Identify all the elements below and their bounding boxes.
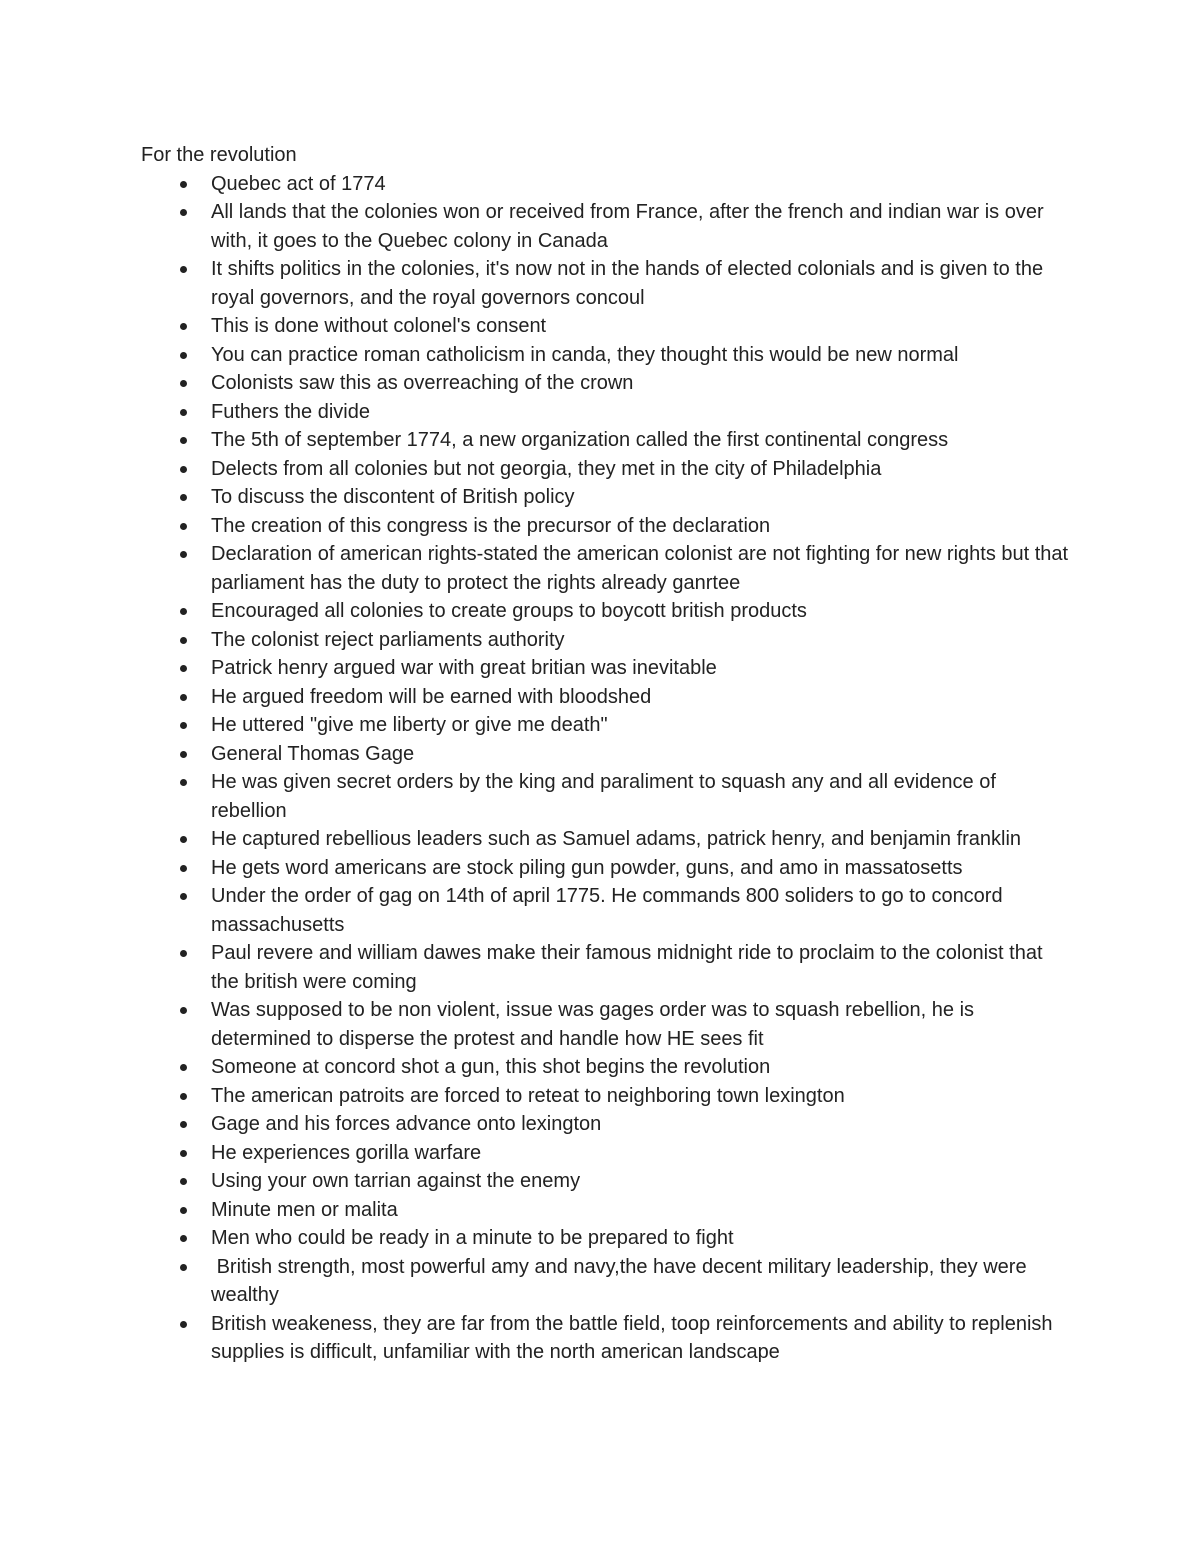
list-item	[211, 825, 1071, 854]
list-item-text: To discuss the discontent of British policy	[211, 486, 575, 508]
list-item	[211, 882, 1071, 939]
list-item-text: Encouraged all colonies to create groups to boycott british products	[211, 600, 807, 622]
bullet-dot-icon	[180, 694, 187, 701]
list-item	[211, 854, 1071, 883]
bullet-dot-icon	[180, 266, 187, 273]
bullet-dot-icon	[180, 608, 187, 615]
bullet-dot-icon	[180, 523, 187, 530]
list-item-text: Under the order of gag on 14th of april 1775. He commands 800 soliders to go to concord massachusetts	[211, 885, 1009, 936]
bullet-dot-icon	[180, 836, 187, 843]
bullet-dot-icon	[180, 1321, 187, 1328]
list-item-text: Colonists saw this as overreaching of the crown	[211, 372, 634, 394]
bullet-dot-icon	[180, 494, 187, 501]
list-item-text: The creation of this congress is the precursor of the declaration	[211, 514, 771, 537]
bullet-dot-icon	[180, 865, 187, 872]
bullet-dot-icon	[180, 1121, 187, 1128]
list-item	[211, 312, 1071, 341]
list-item-text: Men who could be ready in a minute to be prepared to fight	[211, 1227, 734, 1249]
list-item-text: The colonist reject parliaments authority	[211, 628, 565, 651]
list-item-text: Minute men or malita	[211, 1198, 398, 1221]
list-item-text: Declaration of american rights-stated the american colonist are not fighting for new rights but that parliament has the duty to protect the rights already ganrtee	[211, 543, 1074, 594]
bullet-dot-icon	[180, 1093, 187, 1100]
bullet-dot-icon	[180, 1207, 187, 1214]
list-item	[211, 1253, 1071, 1310]
list-item	[211, 1053, 1071, 1082]
list-item	[211, 683, 1071, 712]
list-item-text: British strength, most powerful amy and navy,the have decent military leadership, they were wealthy	[211, 1255, 1033, 1306]
list-item	[211, 198, 1071, 255]
bullet-dot-icon	[180, 950, 187, 957]
bullet-dot-icon	[180, 437, 187, 444]
bullet-dot-icon	[180, 380, 187, 387]
bullet-dot-icon	[180, 323, 187, 330]
bullet-dot-icon	[180, 209, 187, 216]
bullet-dot-icon	[180, 466, 187, 473]
list-item	[211, 1224, 1071, 1253]
list-item-text: British weakeness, they are far from the battle field, toop reinforcements and ability to replenish supplies is difficult, unfamiliar with the north american landscape	[211, 1312, 1059, 1363]
list-item	[211, 1167, 1071, 1196]
list-item	[211, 711, 1071, 740]
list-item	[211, 1139, 1071, 1168]
list-item	[211, 369, 1071, 398]
bullet-dot-icon	[180, 1007, 187, 1014]
bullet-dot-icon	[180, 551, 187, 558]
list-item-text: This is done without colonel's consent	[211, 315, 547, 337]
list-item	[211, 597, 1071, 626]
list-item	[211, 255, 1071, 312]
list-item-text: It shifts politics in the colonies, it's now not in the hands of elected colonials and is given to the royal governors, and the royal governors concoul	[211, 258, 1049, 309]
bullet-dot-icon	[180, 722, 187, 729]
list-item	[211, 483, 1071, 512]
list-item-text: He experiences gorilla warfare	[211, 1141, 482, 1164]
document-heading: For the revolution	[141, 144, 297, 166]
bullet-dot-icon	[180, 181, 187, 188]
bullet-dot-icon	[180, 665, 187, 672]
list-item-text: General Thomas Gage	[211, 742, 415, 765]
list-item	[211, 1196, 1071, 1225]
list-item-text: Quebec act of 1774	[211, 172, 386, 195]
list-item-text: You can practice roman catholicism in canda, they thought this would be new normal	[211, 343, 959, 366]
list-item-text: He gets word americans are stock piling gun powder, guns, and amo in massatosetts	[211, 856, 963, 879]
list-item-text: Gage and his forces advance onto lexington	[211, 1113, 602, 1135]
list-item-text: He uttered "give me liberty or give me death"	[211, 714, 608, 736]
list-item-text: He argued freedom will be earned with bloodshed	[211, 685, 652, 708]
list-item	[211, 996, 1071, 1053]
bullet-dot-icon	[180, 1150, 187, 1157]
list-item-text: The 5th of september 1774, a new organization called the first continental congress	[211, 429, 949, 451]
list-item	[211, 768, 1071, 825]
list-item	[211, 540, 1074, 597]
list-item	[211, 341, 1071, 370]
bullet-dot-icon	[180, 751, 187, 758]
list-item	[211, 939, 1071, 996]
list-item-text: The american patroits are forced to reteat to neighboring town lexington	[211, 1084, 845, 1107]
bullet-dot-icon	[180, 352, 187, 359]
list-item-text: Delects from all colonies but not georgia, they met in the city of Philadelphia	[211, 457, 882, 480]
bullet-list	[211, 170, 1074, 1367]
list-item	[211, 455, 1071, 484]
list-item	[211, 512, 1071, 541]
list-item-text: Patrick henry argued war with great britian was inevitable	[211, 657, 717, 679]
list-item	[211, 626, 1071, 655]
list-item	[211, 1082, 1071, 1111]
list-item-text: Someone at concord shot a gun, this shot begins the revolution	[211, 1056, 771, 1078]
list-item-text: Using your own tarrian against the enemy	[211, 1170, 581, 1192]
list-item	[211, 1310, 1071, 1367]
bullet-dot-icon	[180, 1064, 187, 1071]
bullet-dot-icon	[180, 409, 187, 416]
list-item	[211, 654, 1071, 683]
list-item-text: He captured rebellious leaders such as Samuel adams, patrick henry, and benjamin franklin	[211, 828, 1022, 850]
bullet-dot-icon	[180, 637, 187, 644]
list-item-text: Was supposed to be non violent, issue was gages order was to squash rebellion, he is determined to disperse the protest and handle how HE sees fit	[211, 999, 980, 1050]
list-item	[211, 1110, 1071, 1139]
bullet-dot-icon	[180, 1235, 187, 1242]
bullet-dot-icon	[180, 779, 187, 786]
list-item	[211, 170, 1071, 199]
bullet-dot-icon	[180, 1264, 187, 1271]
bullet-dot-icon	[180, 893, 187, 900]
list-item-text: All lands that the colonies won or received from France, after the french and indian war is over with, it goes to the Quebec colony in Canada	[211, 201, 1050, 252]
list-item-text: He was given secret orders by the king and paraliment to squash any and all evidence of rebellion	[211, 771, 1002, 822]
list-item	[211, 426, 1071, 455]
list-item	[211, 740, 1071, 769]
list-item-text: Paul revere and william dawes make their famous midnight ride to proclaim to the colonist that the british were coming	[211, 942, 1049, 993]
list-item-text: Futhers the divide	[211, 400, 370, 423]
bullet-dot-icon	[180, 1178, 187, 1185]
list-item	[211, 398, 1071, 427]
